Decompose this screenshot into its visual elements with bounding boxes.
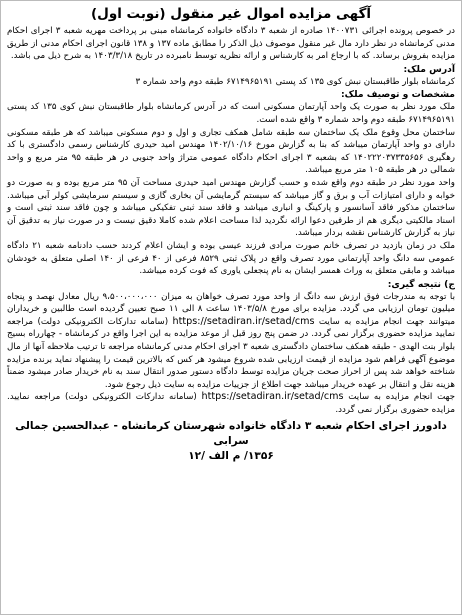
unit-paragraph: واحد مورد نظر در طبقه دوم واقع شده و حسب گزارش مهندس امید حیدری مساحت آن ۹۵ متر مربع بوده و به صورت دو خوابه و دارای امتیازات آب و برق و گاز میباشد که سیستم گرمایشی آن بخاری گازی و سیستم سرمایشی کولر آبی میباشد. ساختمان مذکور فاقد آسانسور و پارکینگ و انباری میباشد و فاقد سند ثبتی تفکیکی میباشد و چون فاقد سند ثبتی است و اسناد مالکیتی دیگری هم از طرفین دعوا ارائه نگردید لذا مساحت اعلام شده کاملا دقیق نیست و در صورت نیاز به تدقیق آن نیاز به گزارش کارشناس نقشه بردار میباشد. <box>7 177 455 239</box>
signature-line: دادورز اجرای احکام شعبه ۳ دادگاه خانواده شهرستان کرمانشاه - عبدالحسین جمالی سرابی <box>15 419 447 447</box>
price-text-b: (سامانه تدارکات الکترونیکی دولت) مراجعه نمایید مزایده حضوری برگزار نمی گردد. در ضمن پنج روز قبل از موعد مزایده به این اجرا واقع در کرمانشاه - چهارراه بسیج بلوار بنت الهدی - طبقه همکف ساختمان دادگستری شعبه ۳ اجرای احکام مدنی کرمانشاه مراجعه تا ترتیب ملاحظه آنها از مال موضوع آگهی فراهم شود مزایده از قیمت ارزیابی شده شروع میشود هر کس که بالاترین قیمت را پیشنهاد نماید برنده مزایده شناخته خواهد شد پس از احراز صحت جریان مزایده توسط دادگاه دستور صدور انتقال سند به نام خریدار صادر میشود ضمناً هزینه نقل و انتقال بر عهده خریدار میباشد جهت اطلاع از جزییات مزایده به سایت ذیل رجوع شود. <box>7 316 455 390</box>
reference-text-a: جهت انجام مزایده به سایت <box>348 392 455 403</box>
intro-paragraph: در خصوص پرونده اجرائی ۱۴۰۰۷۳۱ صادره از شعبه ۳ دادگاه خانواده کرمانشاه مبنی بر پرداخت مهریه شعبه ۳ اجرای احکام مدنی کرمانشاه در نظر دارد مال غیر منقول موصوف ذیل الذکر را مطابق ماده ۱۳۷ و ۱۳۸ قانون اجرای احکام مدنی از طریق مزایده بفروش برساند. که با ارجاع امر به کارشناس و ارائه نظریه توسط نامبرده در تاریخ ۱۴۰۳/۳/۱۸ به شرح ذیل می باشد. <box>7 26 456 62</box>
specs-text: ملک مورد نظر به صورت یک واحد آپارتمان مسکونی است که در آدرس کرمانشاه بلوار طاقبستان نبش کوی ۱۳۵ کد پستی ۶۷۱۴۹۶۵۱۹۱ طبقه دوم واحد شماره ۳ واقع شده است. <box>7 102 456 125</box>
address-heading: آدرس ملک: <box>403 63 455 75</box>
tenant-paragraph: ملک در زمان بازدید در تصرف خانم صورت مرادی فرزند عیسی بوده و ایشان اعلام کردند حسب دادنامه شعبه ۲۱ دادگاه عمومی سه دانگ واحد آپارتمانی مورد تصرف واقع در پلاک ثبتی ۸۵۲۹ فرعی از ۴۰ فرعی از ۱۴۰ اصلی متعلق به خودشان میباشد و مابقی متعلق به وراث همسر ایشان به نام پنجعلی یاوری که فوت کرده میباشد. <box>7 240 456 277</box>
notice-title: آگهی مزایده اموال غیر منقول (نوبت اول) <box>90 6 372 22</box>
location-paragraph: ساختمان محل وقوع ملک یک ساختمان سه طبقه شامل همکف تجاری و اول و دوم مسکونی میباشد که هر طبقه مسکونی دارای دو واحد آپارتمان میباشد که بنا به گزارش مورخ ۱۴۰۲/۱۰/۱۶ مهندس امید حیدری کارشناس رسمی دادگستری با کد رهگیری ۱۴۰۲۲۲۰۳۷۳۳۵۶۵۶ که بشعبه ۳ اجرای احکام دادگاه عمومی متراژ واحد جنوبی در هر طبقه ۹۵ متر مربع و واحد شمالی در هر طبقه ۱۰۵ متر مربع میباشد. <box>7 127 456 176</box>
specs-heading: مشخصات و توصیف ملک: <box>340 89 455 101</box>
reference-text-b: (سامانه تدارکات الکترونیکی دولت) مراجعه نمایید. مزایده حضوری برگزار نمی گردد. <box>7 392 455 416</box>
address-text: کرمانشاه بلوار طاقبستان نبش کوی ۱۳۵ کد پستی ۶۷۱۴۹۶۵۱۹۱ طبقه دوم واحد شماره ۳ <box>135 76 455 87</box>
setad-link-2[interactable]: https://setadiran.ir/setad/cms <box>201 391 344 403</box>
setad-link[interactable]: https://setadiran.ir/setad/cms <box>172 315 315 327</box>
price-text-a: با توجه به مندرجات فوق ارزش سه دانگ از واحد مورد تصرف خواهان به میزان ۹،۵۰۰،۰۰۰،۰۰۰ ریال معادل نهصد و پنجاه میلیون تومان ارزیابی می گردد. مزایده برای مورخ ۱۴۰۳/۵/۸ ساعت ۸ الی ۱۱ صبح تعیین گردیده است طالبین و خریداران میتوانند جهت انجام مزایده به سایت <box>7 291 456 327</box>
price-paragraph <box>7 291 455 392</box>
reference-paragraph <box>7 391 455 416</box>
conclusion-heading: ج) نتیجه گیری: <box>387 278 455 290</box>
reference-number: ۱۳۵۶/ م الف /۱۲ <box>188 449 274 462</box>
